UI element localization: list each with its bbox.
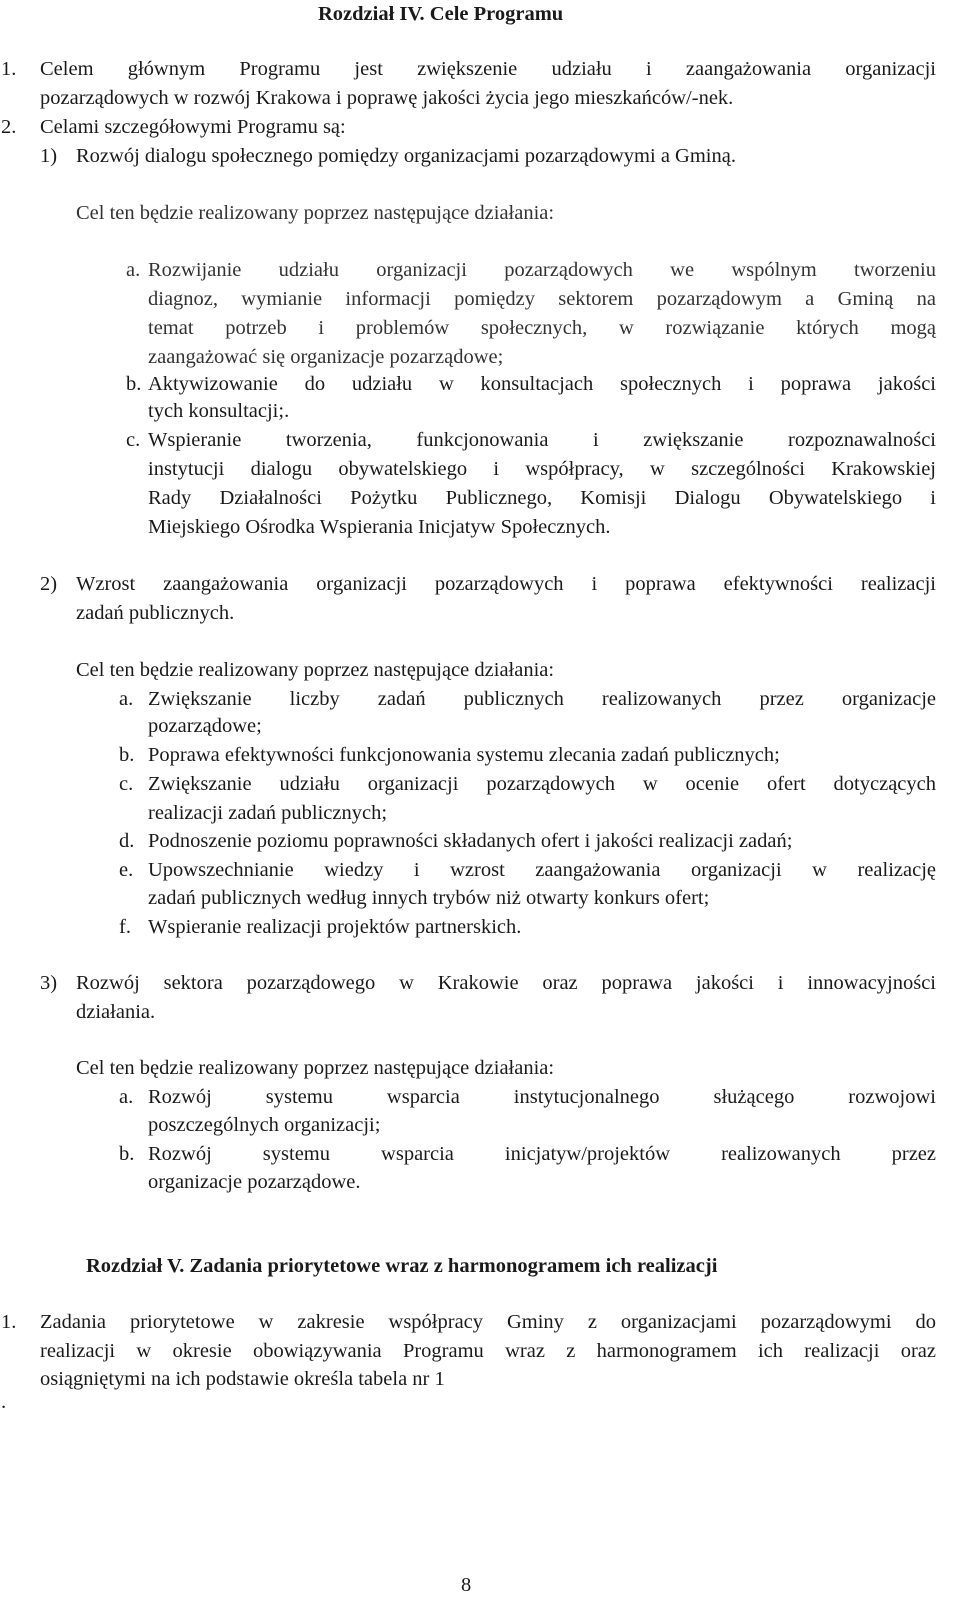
chapter-5-paragraph-1-line-1: Zadania priorytetowe w zakresie współpracy Gminy z organizacjami pozarządowymi do xyxy=(40,1311,936,1333)
goal-2-item-e-line-1: Upowszechnianie wiedzy i wzrost zaangażowania organizacji w realizację xyxy=(148,859,936,881)
goal-1-item-c-line-2: instytucji dialogu obywatelskiego i współpracy, w szczególności Krakowskiej xyxy=(148,458,936,480)
goal-2-intro: Cel ten będzie realizowany poprzez następujące działania: xyxy=(76,659,555,681)
goal-1-item-c-line-3: Rady Działalności Pożytku Publicznego, Komisji Dialogu Obywatelskiego i xyxy=(148,487,936,509)
goal-2-item-b-label: b. xyxy=(119,744,135,766)
goal-1-item-c-line-1: Wspieranie tworzenia, funkcjonowania i zwiększanie rozpoznawalności xyxy=(148,429,936,451)
goal-3-item-b-line-1: Rozwój systemu wsparcia inicjatyw/projektów realizowanych przez xyxy=(148,1143,936,1165)
goal-2-item-f-label: f. xyxy=(119,916,131,938)
goal-1-item-c-line-4: Miejskiego Ośrodka Wspierania Inicjatyw Społecznych. xyxy=(148,516,611,538)
goal-2-number: 2) xyxy=(40,573,58,595)
goal-1-item-a-label: a. xyxy=(126,259,141,281)
goal-3-item-a-label: a. xyxy=(119,1086,134,1108)
paragraph-1-line-2: pozarządowych w rozwój Krakowa i poprawę jakości życia jego mieszkańców/-nek. xyxy=(40,87,734,109)
paragraph-2-line-1: Celami szczegółowymi Programu są: xyxy=(40,116,346,138)
chapter-5-paragraph-1-number: 1. xyxy=(1,1311,17,1333)
goal-2-item-c-line-1: Zwiększanie udziału organizacji pozarządowych w ocenie ofert dotyczących xyxy=(148,773,936,795)
goal-1-item-c-label: c. xyxy=(126,429,141,451)
chapter-5-paragraph-1-line-3: osiągniętymi na ich podstawie określa tabela nr 1 xyxy=(40,1368,445,1390)
goal-2-item-a-line-1: Zwiększanie liczby zadań publicznych realizowanych przez organizacje xyxy=(148,688,936,710)
goal-1-item-a-line-4: zaangażować się organizacje pozarządowe; xyxy=(148,346,504,368)
goal-1-title: Rozwój dialogu społecznego pomiędzy organizacjami pozarządowymi a Gminą. xyxy=(76,145,736,167)
goal-3-item-b-label: b. xyxy=(119,1143,135,1165)
chapter-5-title: Rozdział V. Zadania priorytetowe wraz z harmonogramem ich realizacji xyxy=(86,1255,718,1277)
stray-dot: . xyxy=(1,1391,7,1413)
goal-2-item-c-label: c. xyxy=(119,773,134,795)
goal-1-item-b-line-1: Aktywizowanie do udziału w konsultacjach społecznych i poprawa jakości xyxy=(148,373,936,395)
goal-2-item-a-line-2: pozarządowe; xyxy=(148,715,262,737)
goal-1-number: 1) xyxy=(40,145,58,167)
goal-2-item-a-label: a. xyxy=(119,688,134,710)
goal-3-item-a-line-1: Rozwój systemu wsparcia instytucjonalnego służącego rozwojowi xyxy=(148,1086,936,1108)
goal-2-item-c-line-2: realizacji zadań publicznych; xyxy=(148,802,388,824)
goal-1-item-a-line-3: temat potrzeb i problemów społecznych, w rozwiązanie których mogą xyxy=(148,317,936,339)
goal-1-item-a-line-2: diagnoz, wymianie informacji pomiędzy sektorem pozarządowym a Gminą na xyxy=(148,288,936,310)
paragraph-1-number: 1. xyxy=(1,58,17,80)
goal-2-item-e-line-2: zadań publicznych według innych trybów niż otwarty konkurs ofert; xyxy=(148,887,710,909)
paragraph-2-number: 2. xyxy=(1,116,17,138)
goal-2-item-f-line-1: Wspieranie realizacji projektów partnerskich. xyxy=(148,916,522,938)
goal-1-item-b-line-2: tych konsultacji;. xyxy=(148,400,290,422)
goal-2-line-2: zadań publicznych. xyxy=(76,602,235,624)
goal-1-intro: Cel ten będzie realizowany poprzez następujące działania: xyxy=(76,202,555,224)
goal-2-item-d-line-1: Podnoszenie poziomu poprawności składanych ofert i jakości realizacji zadań; xyxy=(148,830,793,852)
goal-3-line-2: działania. xyxy=(76,1001,156,1023)
goal-1-item-a-line-1: Rozwijanie udziału organizacji pozarządowych we wspólnym tworzeniu xyxy=(148,259,936,281)
paragraph-1-line-1: Celem głównym Programu jest zwiększenie udziału i zaangażowania organizacji xyxy=(40,58,936,80)
goal-3-intro: Cel ten będzie realizowany poprzez następujące działania: xyxy=(76,1057,555,1079)
chapter-4-title: Rozdział IV. Cele Programu xyxy=(318,3,564,25)
goal-2-item-b-line-1: Poprawa efektywności funkcjonowania systemu zlecania zadań publicznych; xyxy=(148,744,780,766)
chapter-5-paragraph-1-line-2: realizacji w okresie obowiązywania Programu wraz z harmonogramem ich realizacji oraz xyxy=(40,1340,936,1362)
page-number: 8 xyxy=(461,1574,472,1596)
goal-3-line-1: Rozwój sektora pozarządowego w Krakowie oraz poprawa jakości i innowacyjności xyxy=(76,972,936,994)
goal-2-line-1: Wzrost zaangażowania organizacji pozarządowych i poprawa efektywności realizacji xyxy=(76,573,936,595)
goal-3-number: 3) xyxy=(40,972,58,994)
goal-2-item-d-label: d. xyxy=(119,830,135,852)
goal-3-item-a-line-2: poszczególnych organizacji; xyxy=(148,1114,381,1136)
goal-3-item-b-line-2: organizacje pozarządowe. xyxy=(148,1171,361,1193)
goal-1-item-b-label: b. xyxy=(126,373,142,395)
goal-2-item-e-label: e. xyxy=(119,859,134,881)
